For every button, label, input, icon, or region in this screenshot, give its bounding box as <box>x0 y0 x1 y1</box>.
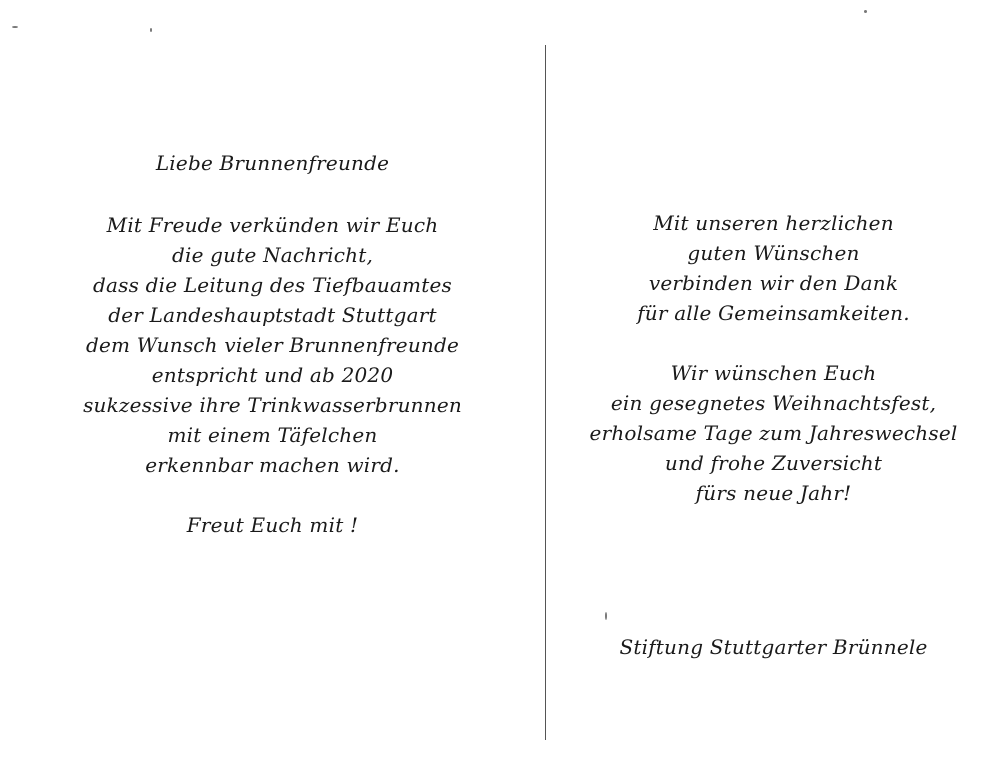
text-line: für alle Gemeinsamkeiten. <box>637 301 910 325</box>
text-line: Mit Freude verkünden wir Euch <box>106 213 439 237</box>
text-line: guten Wünschen <box>687 241 860 265</box>
signature: Stiftung Stuttgarter Brünnele <box>619 635 928 659</box>
scan-speck <box>150 28 152 32</box>
scan-speck <box>12 26 18 28</box>
text-line: erholsame Tage zum Jahreswechsel <box>589 421 958 445</box>
text-line: fürs neue Jahr! <box>695 481 852 505</box>
text-line: ein gesegnetes Weihnachtsfest, <box>610 391 937 415</box>
fold-line <box>545 45 546 740</box>
text-line: Mit unseren herzlichen <box>653 211 894 235</box>
text-line: Wir wünschen Euch <box>670 361 877 385</box>
right-page <box>547 0 1000 757</box>
salutation: Liebe Brunnenfreunde <box>155 151 390 175</box>
text-line: erkennbar machen wird. <box>145 453 400 477</box>
text-line: dass die Leitung des Tiefbauamtes <box>93 273 452 297</box>
scan-speck <box>605 612 607 620</box>
text-line: mit einem Täfelchen <box>167 423 378 447</box>
text-line: der Landeshauptstadt Stuttgart <box>108 303 437 327</box>
text-line: dem Wunsch vieler Brunnenfreunde <box>85 333 460 357</box>
text-line: die gute Nachricht, <box>171 243 374 267</box>
scan-speck <box>864 10 867 13</box>
text-line: und frohe Zuversicht <box>664 451 883 475</box>
text-line: verbinden wir den Dank <box>648 271 899 295</box>
text-line: sukzessive ihre Trinkwasserbrunnen <box>83 393 462 417</box>
text-line: entspricht und ab 2020 <box>151 363 394 387</box>
closing: Freut Euch mit ! <box>186 513 359 537</box>
